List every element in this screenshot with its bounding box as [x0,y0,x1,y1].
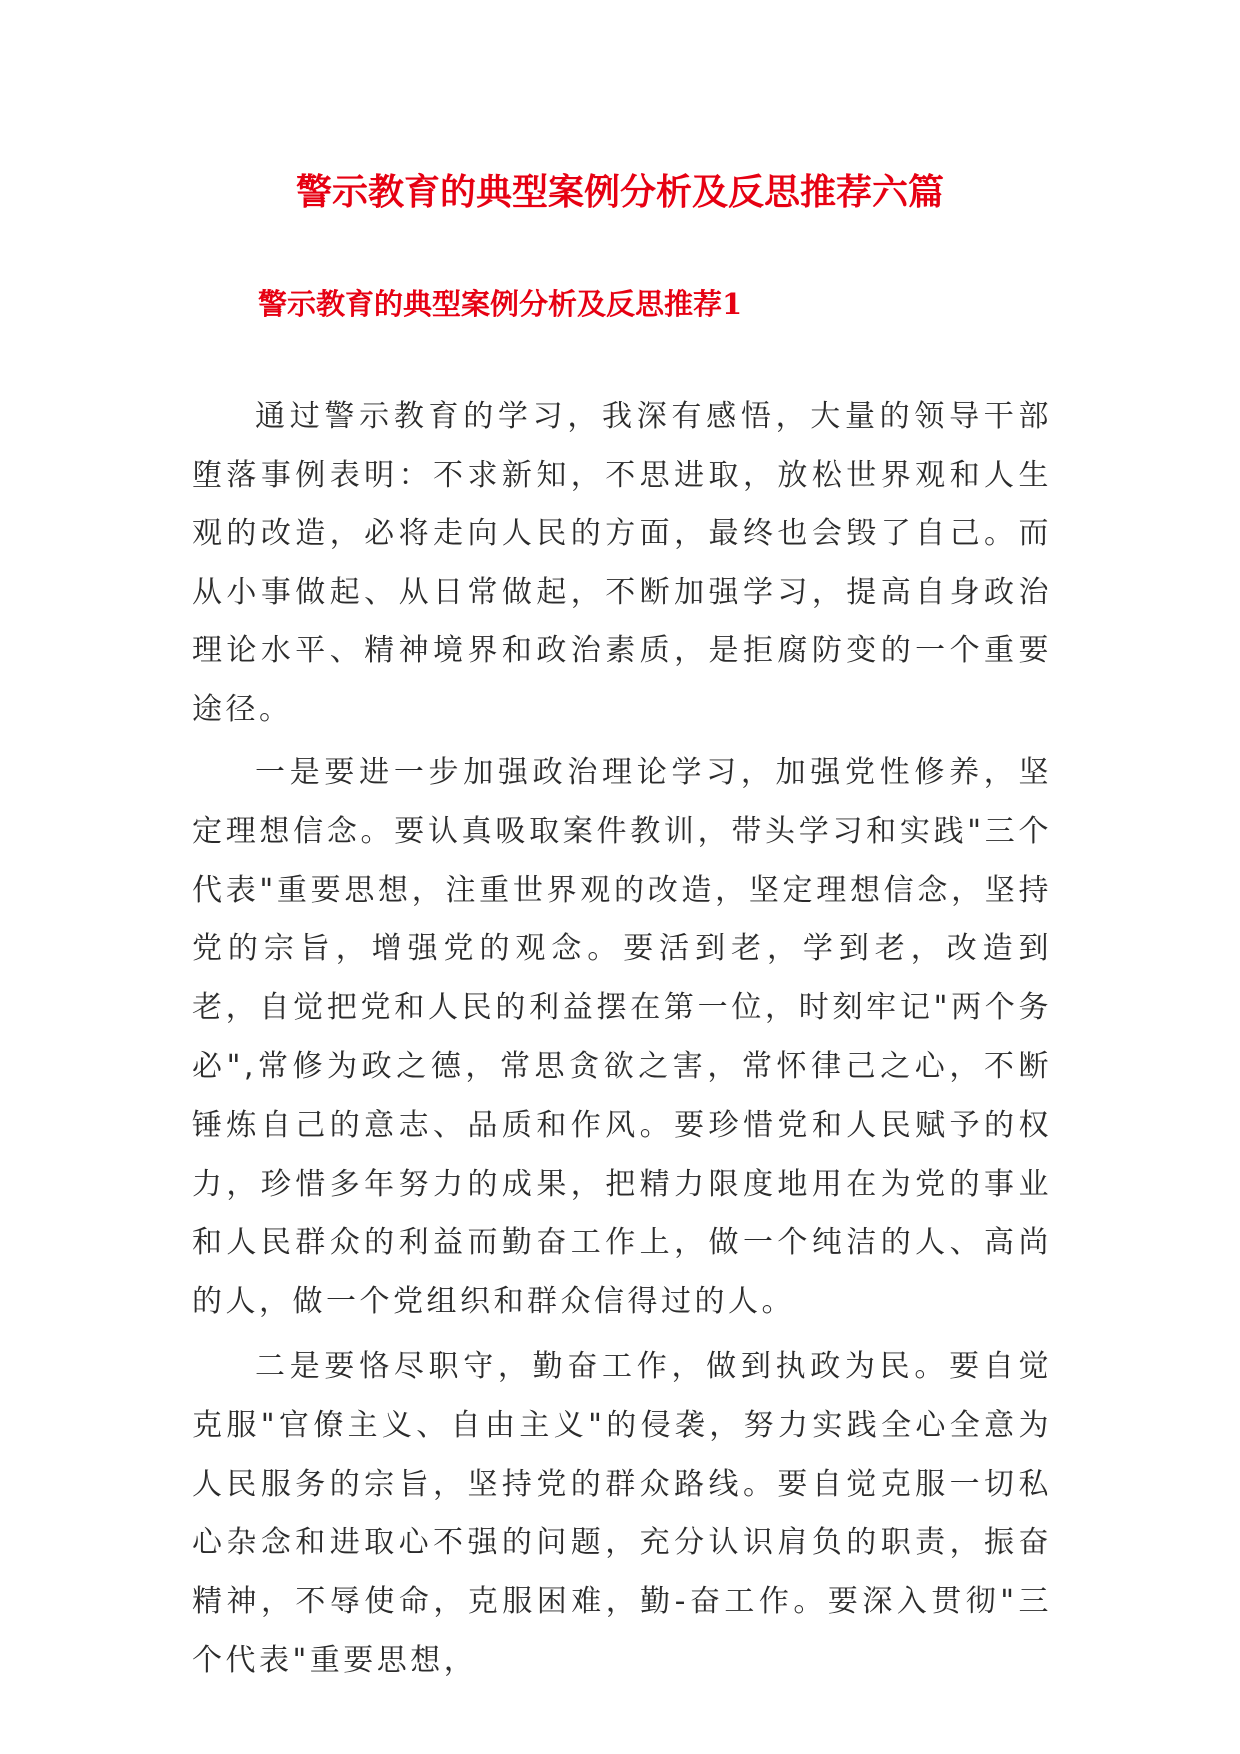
body-paragraph-3: 二是要恪尽职守，勤奋工作，做到执政为民。要自觉克服"官僚主义、自由主义"的侵袭，努力实践全心全意为人民服务的宗旨，坚持党的群众路线。要自觉克服一切私心杂念和进取心不强的问题，充分认识肩负的职责，振奋精神，不辱使命，克服困难，勤-奋工作。要深入贯彻"三个代表"重要思想， [192,1349,1052,1678]
body-paragraph-1: 通过警示教育的学习，我深有感悟，大量的领导干部堕落事例表明：不求新知，不思进取，放松世界观和人生观的改造，必将走向人民的方面，最终也会毁了自己。而从小事做起、从日常做起，不断加强学习，提高自身政治理论水平、精神境界和政治素质，是拒腐防变的一个重要途径。 [192,399,1052,727]
section-heading: 警示教育的典型案例分析及反思推荐1 [258,287,743,321]
body-paragraph-2: 一是要进一步加强政治理论学习，加强党性修养，坚定理想信念。要认真吸取案件教训，带头学习和实践"三个代表"重要思想，注重世界观的改造，坚定理想信念，坚持党的宗旨，增强党的观念。要活到老，学到老，改造到老，自觉把党和人民的利益摆在第一位，时刻牢记"两个务必",常修为政之德，常思贪欲之害，常怀律己之心，不断锤炼自己的意志、品质和作风。要珍惜党和人民赋予的权力，珍惜多年努力的成果，把精力限度地用在为党的事业和人民群众的利益而勤奋工作上，做一个纯洁的人、高尚的人，做一个党组织和群众信得过的人。 [192,755,1052,1320]
document-title: 警示教育的典型案例分析及反思推荐六篇 [295,171,944,213]
